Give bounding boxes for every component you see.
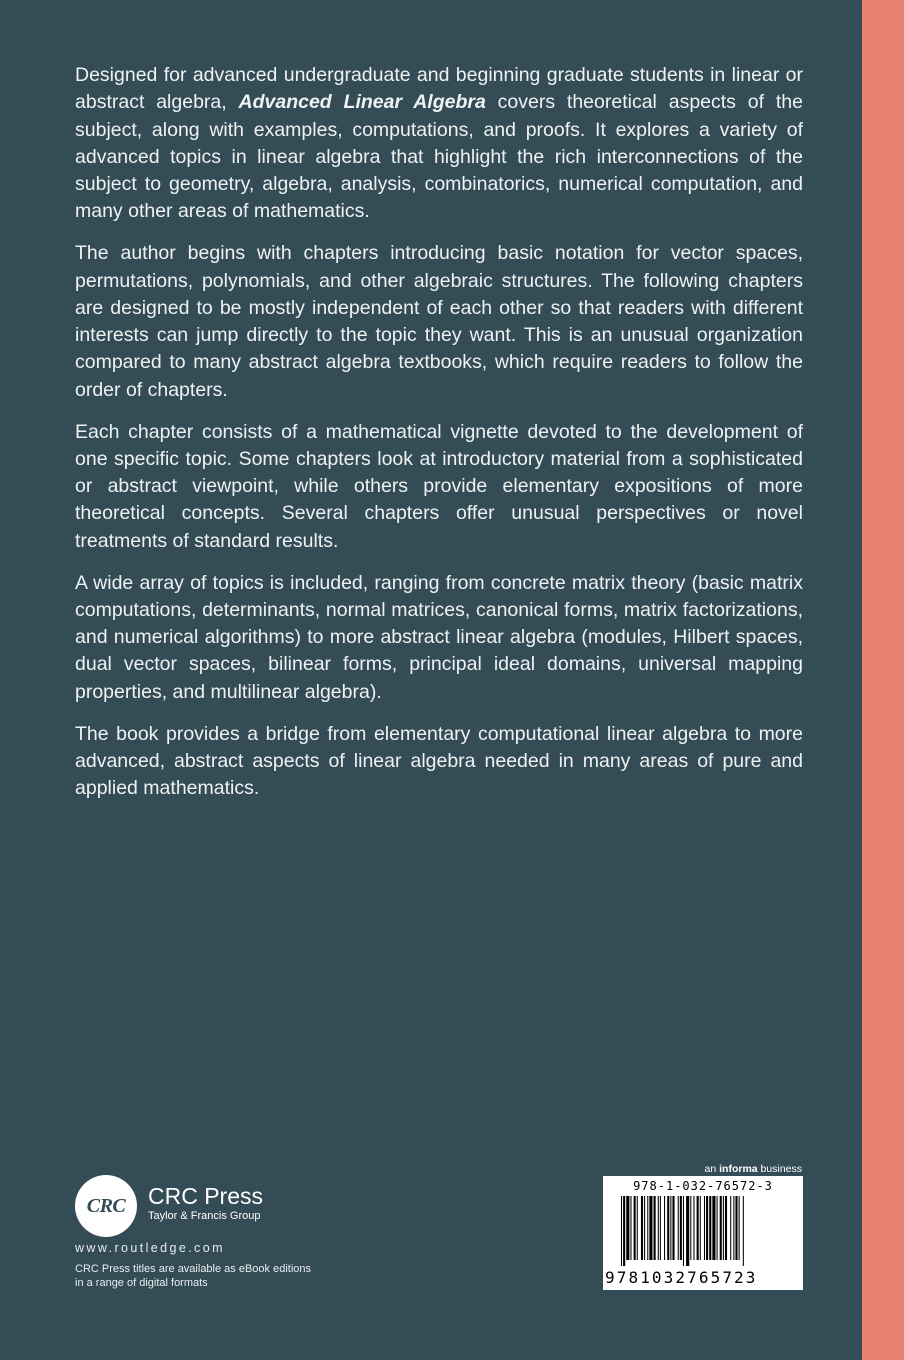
barcode-bar xyxy=(672,1196,674,1260)
barcode-bar xyxy=(717,1196,718,1260)
barcode-bar xyxy=(626,1196,629,1260)
barcode-bar xyxy=(704,1196,705,1260)
paragraph-1-lead: Designed for advanced undergraduate and beginning graduate students in linear or abstract algebra, xyxy=(75,64,803,114)
barcode-bar xyxy=(730,1196,731,1260)
isbn-barcode xyxy=(603,1176,803,1290)
barcode-bar xyxy=(723,1196,724,1260)
barcode-bar xyxy=(743,1196,744,1266)
barcode-bar xyxy=(712,1196,715,1260)
barcode-bar xyxy=(664,1196,665,1260)
barcode-bar xyxy=(725,1196,727,1260)
barcode-bar xyxy=(739,1196,740,1260)
crc-logo-text: CRC xyxy=(86,1195,126,1217)
barcode-bar xyxy=(654,1196,656,1260)
paragraph-1-rest: covers theoretical aspects of the subject, along with examples, computations, and proofs. It explores a variety of advanced topics in linear algebra that highlight the rich interconnections of the subject to geometry, algebra, analysis, combinatorics, numerical computation, and many other areas of mathematics. xyxy=(75,91,803,223)
barcode-bar xyxy=(634,1196,636,1260)
spine-color-strip xyxy=(862,0,904,1360)
ebook-availability-note: CRC Press titles are available as eBook editions in a range of digital formats xyxy=(75,1263,312,1289)
barcode-bar xyxy=(720,1196,722,1260)
barcode-bar xyxy=(683,1196,684,1266)
barcode-bar xyxy=(667,1196,669,1260)
publisher-group: Taylor & Francis Group xyxy=(148,1210,261,1222)
barcode-digits: 9781032765723 xyxy=(605,1268,758,1287)
barcode-bar xyxy=(709,1196,711,1260)
barcode-bar xyxy=(670,1196,671,1260)
barcode-bar xyxy=(647,1196,648,1260)
barcode-bar xyxy=(637,1196,638,1260)
description-paragraph-3: Each chapter consists of a mathematical vignette devoted to the development of one specific topic. Some chapters look at introductory material from a sophisticated or abstract viewpoint, while others provide elementary expositions of more theoretical concepts. Several chapters offer unusual perspectives or novel treatments of standard results. xyxy=(75,420,803,552)
publisher-website: www.routledge.com xyxy=(75,1241,225,1255)
barcode-bar xyxy=(735,1196,737,1260)
isbn-number: 978-1-032-76572-3 xyxy=(633,1179,773,1193)
informa-suffix: business xyxy=(757,1163,802,1175)
crc-logo-icon xyxy=(75,1175,137,1237)
barcode-bar xyxy=(706,1196,708,1260)
barcode-bar xyxy=(733,1196,734,1260)
barcode-bar xyxy=(680,1196,682,1260)
informa-prefix: an xyxy=(704,1163,720,1175)
barcode-bar xyxy=(693,1196,694,1260)
barcode-bar xyxy=(686,1196,689,1266)
barcode-bar xyxy=(630,1196,631,1260)
barcode-bar xyxy=(678,1196,679,1260)
barcode-bar xyxy=(690,1196,691,1260)
informa-brand: informa xyxy=(719,1163,758,1175)
barcode-bar xyxy=(623,1196,625,1266)
barcode-bar xyxy=(660,1196,661,1260)
description-paragraph-2: The author begins with chapters introducing basic notation for vector spaces, permutations, polynomials, and other algebraic structures. The following chapters are designed to be mostly independent of each other so that readers with different interests can jump directly to the topic they want. This is an unusual organization compared to many abstract algebra textbooks, which require readers to follow the order of chapters. xyxy=(75,242,803,401)
barcode-bar xyxy=(649,1196,652,1260)
barcode-bar xyxy=(697,1196,699,1260)
barcode-bar xyxy=(641,1196,643,1260)
barcode-bar xyxy=(658,1196,659,1260)
book-description xyxy=(75,62,803,817)
description-paragraph-4: A wide array of topics is included, ranging from concrete matrix theory (basic matrix computations, determinants, normal matrices, canonical forms, matrix factorizations, and numerical algorithms) to more abstract linear algebra (modules, Hilbert spaces, dual vector spaces, bilinear forms, principal ideal domains, universal mapping properties, and multilinear algebra). xyxy=(75,571,803,703)
informa-business-tagline xyxy=(690,1163,802,1175)
barcode-bar xyxy=(621,1196,622,1266)
barcode-bar xyxy=(644,1196,645,1260)
description-paragraph-5: The book provides a bridge from elementary computational linear algebra to more advanced, abstract aspects of linear algebra needed in many areas of pure and applied mathematics. xyxy=(75,722,803,800)
description-paragraph-1 xyxy=(75,62,803,226)
publisher-name: CRC Press xyxy=(148,1183,264,1209)
book-title-emphasis: Advanced Linear Algebra xyxy=(238,91,486,114)
barcode-bars xyxy=(621,1196,787,1266)
barcode-bar xyxy=(700,1196,701,1260)
